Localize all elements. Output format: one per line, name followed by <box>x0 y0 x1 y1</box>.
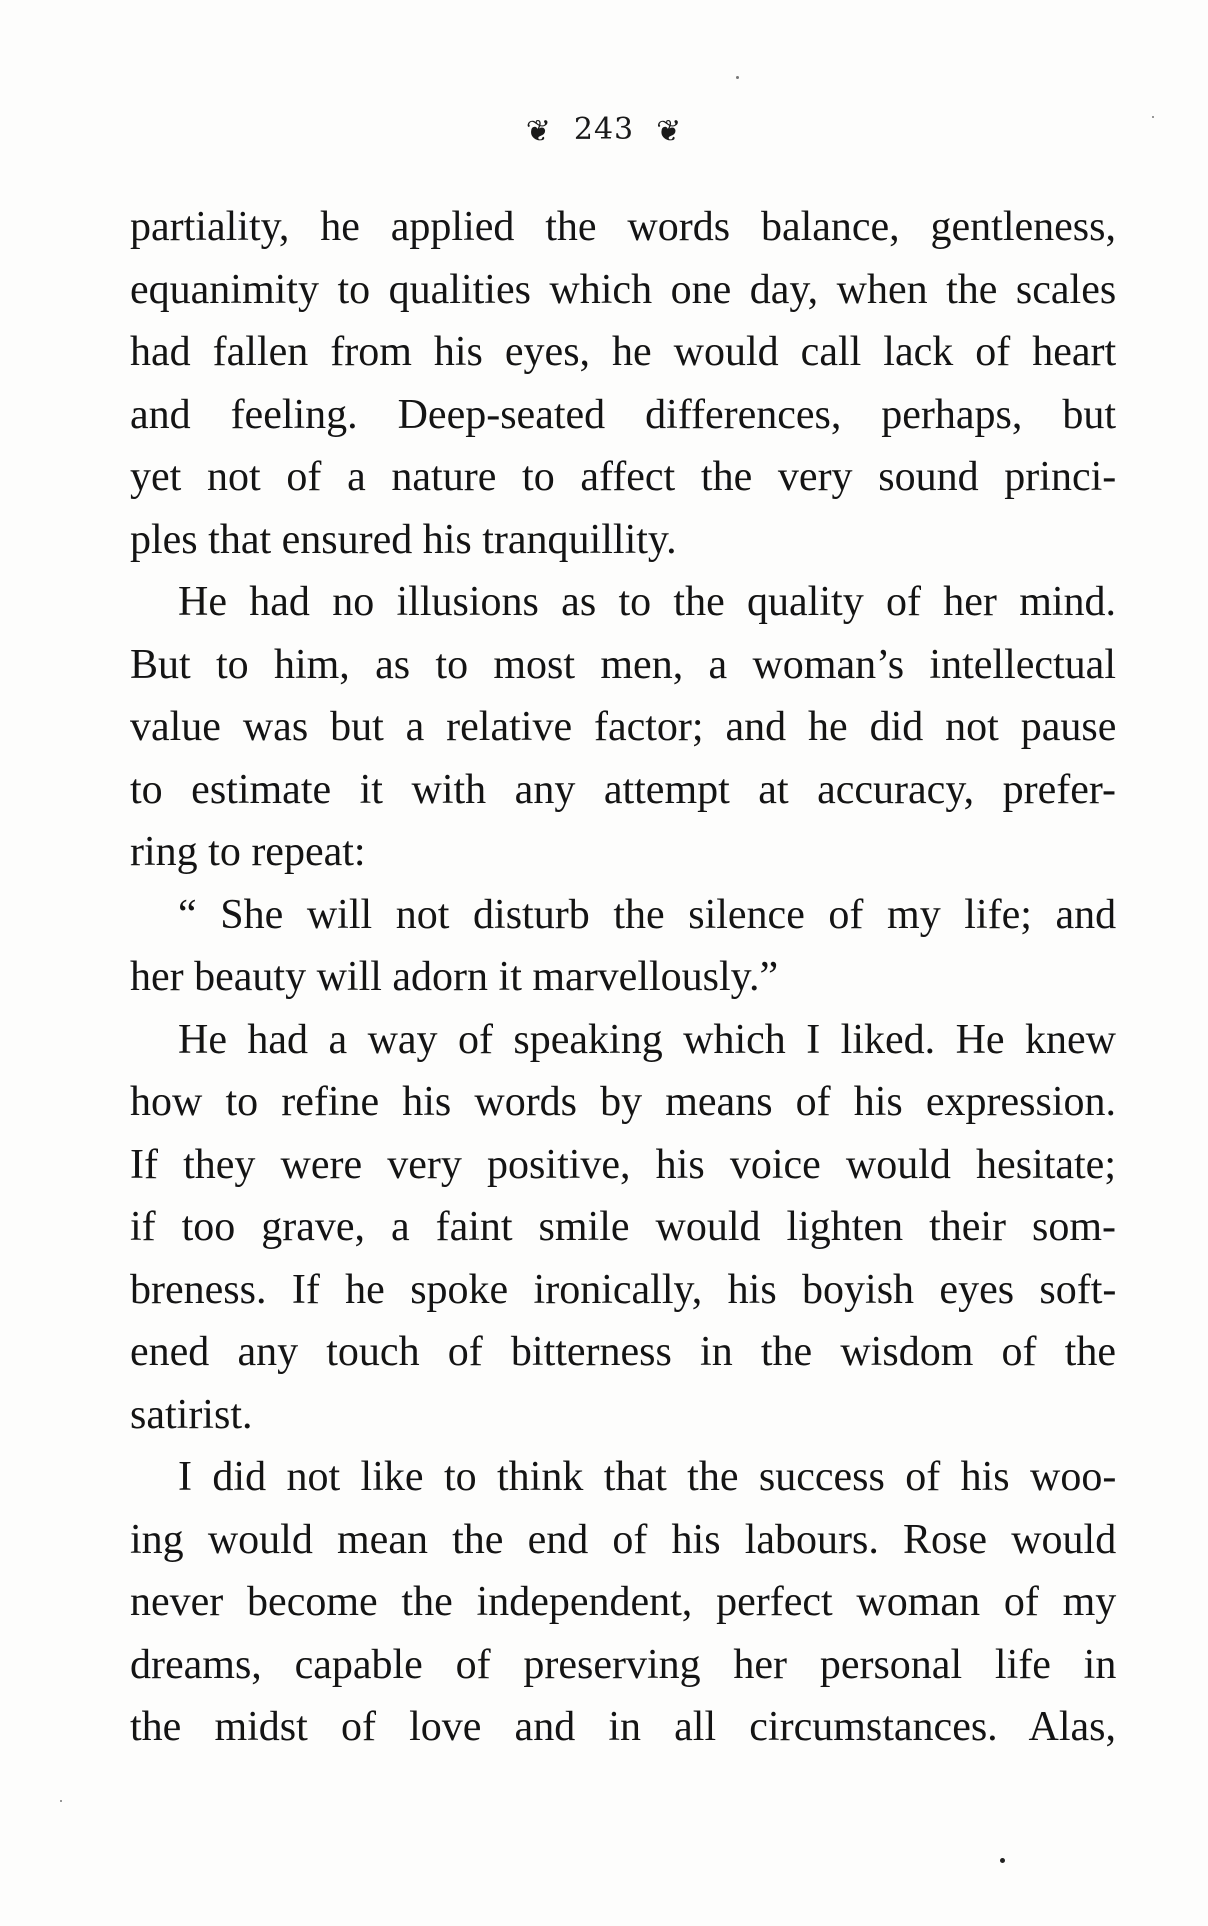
text-line: her beauty will adorn it marvellously.” <box>130 954 779 1000</box>
speck <box>60 1800 62 1802</box>
speck <box>736 76 739 79</box>
text-line: breness. If he spoke ironically, his boyish eyes soft- <box>130 1266 1117 1313</box>
text-line: ples that ensured his tranquillity. <box>130 516 677 563</box>
fleuron-right-icon: ❦ <box>656 114 683 149</box>
text-line: If they were very positive, his voice would hesitate; <box>130 1141 1116 1188</box>
speck <box>1000 1858 1005 1863</box>
text-line: if too grave, a faint smile would lighten their som- <box>130 1204 1116 1250</box>
text-line: and feeling. Deep-seated differences, perhaps, but <box>130 391 1116 438</box>
text-line: to estimate it with any attempt at accuracy, prefer- <box>130 766 1116 813</box>
paragraph-3 <box>130 884 1116 1009</box>
fleuron-left-icon: ❦ <box>525 114 552 149</box>
paragraph-2 <box>130 571 1116 884</box>
text-line: value was but a relative factor; and he did not pause <box>130 704 1117 750</box>
text-line: He had no illusions as to the quality of her mind. <box>178 579 1117 625</box>
paragraph-5 <box>130 1446 1116 1759</box>
paragraph-1 <box>130 196 1116 571</box>
text-line: never become the independent, perfect woman of my <box>130 1579 1117 1625</box>
text-line: “ She will not disturb the silence of my life; and <box>178 891 1117 938</box>
text-line: But to him, as to most men, a woman’s intellectual <box>130 641 1116 688</box>
text-line: He had a way of speaking which I liked. He knew <box>178 1016 1116 1063</box>
paragraph-4 <box>130 1009 1116 1447</box>
text-line: satirist. <box>130 1391 253 1438</box>
text-line: the midst of love and in all circumstances. Alas, <box>130 1704 1116 1750</box>
text-line: ring to repeat: <box>130 829 366 875</box>
text-line: how to refine his words by means of his expression. <box>130 1079 1116 1125</box>
text-line: ing would mean the end of his labours. Rose would <box>130 1516 1117 1563</box>
text-line: I did not like to think that the success of his woo- <box>178 1454 1117 1500</box>
body-text <box>130 196 1116 1759</box>
text-line: dreams, capable of preserving her personal life in <box>130 1641 1117 1688</box>
text-line: had fallen from his eyes, he would call lack of heart <box>130 329 1117 375</box>
speck <box>1152 116 1154 118</box>
page-number: 243 <box>573 112 635 147</box>
text-line: ened any touch of bitterness in the wisdom of the <box>130 1329 1116 1375</box>
page-header <box>0 112 1208 149</box>
text-line: partiality, he applied the words balance, gentleness, <box>130 204 1116 250</box>
text-line: yet not of a nature to affect the very sound princi- <box>130 454 1117 500</box>
text-line: equanimity to qualities which one day, when the scales <box>130 266 1117 313</box>
